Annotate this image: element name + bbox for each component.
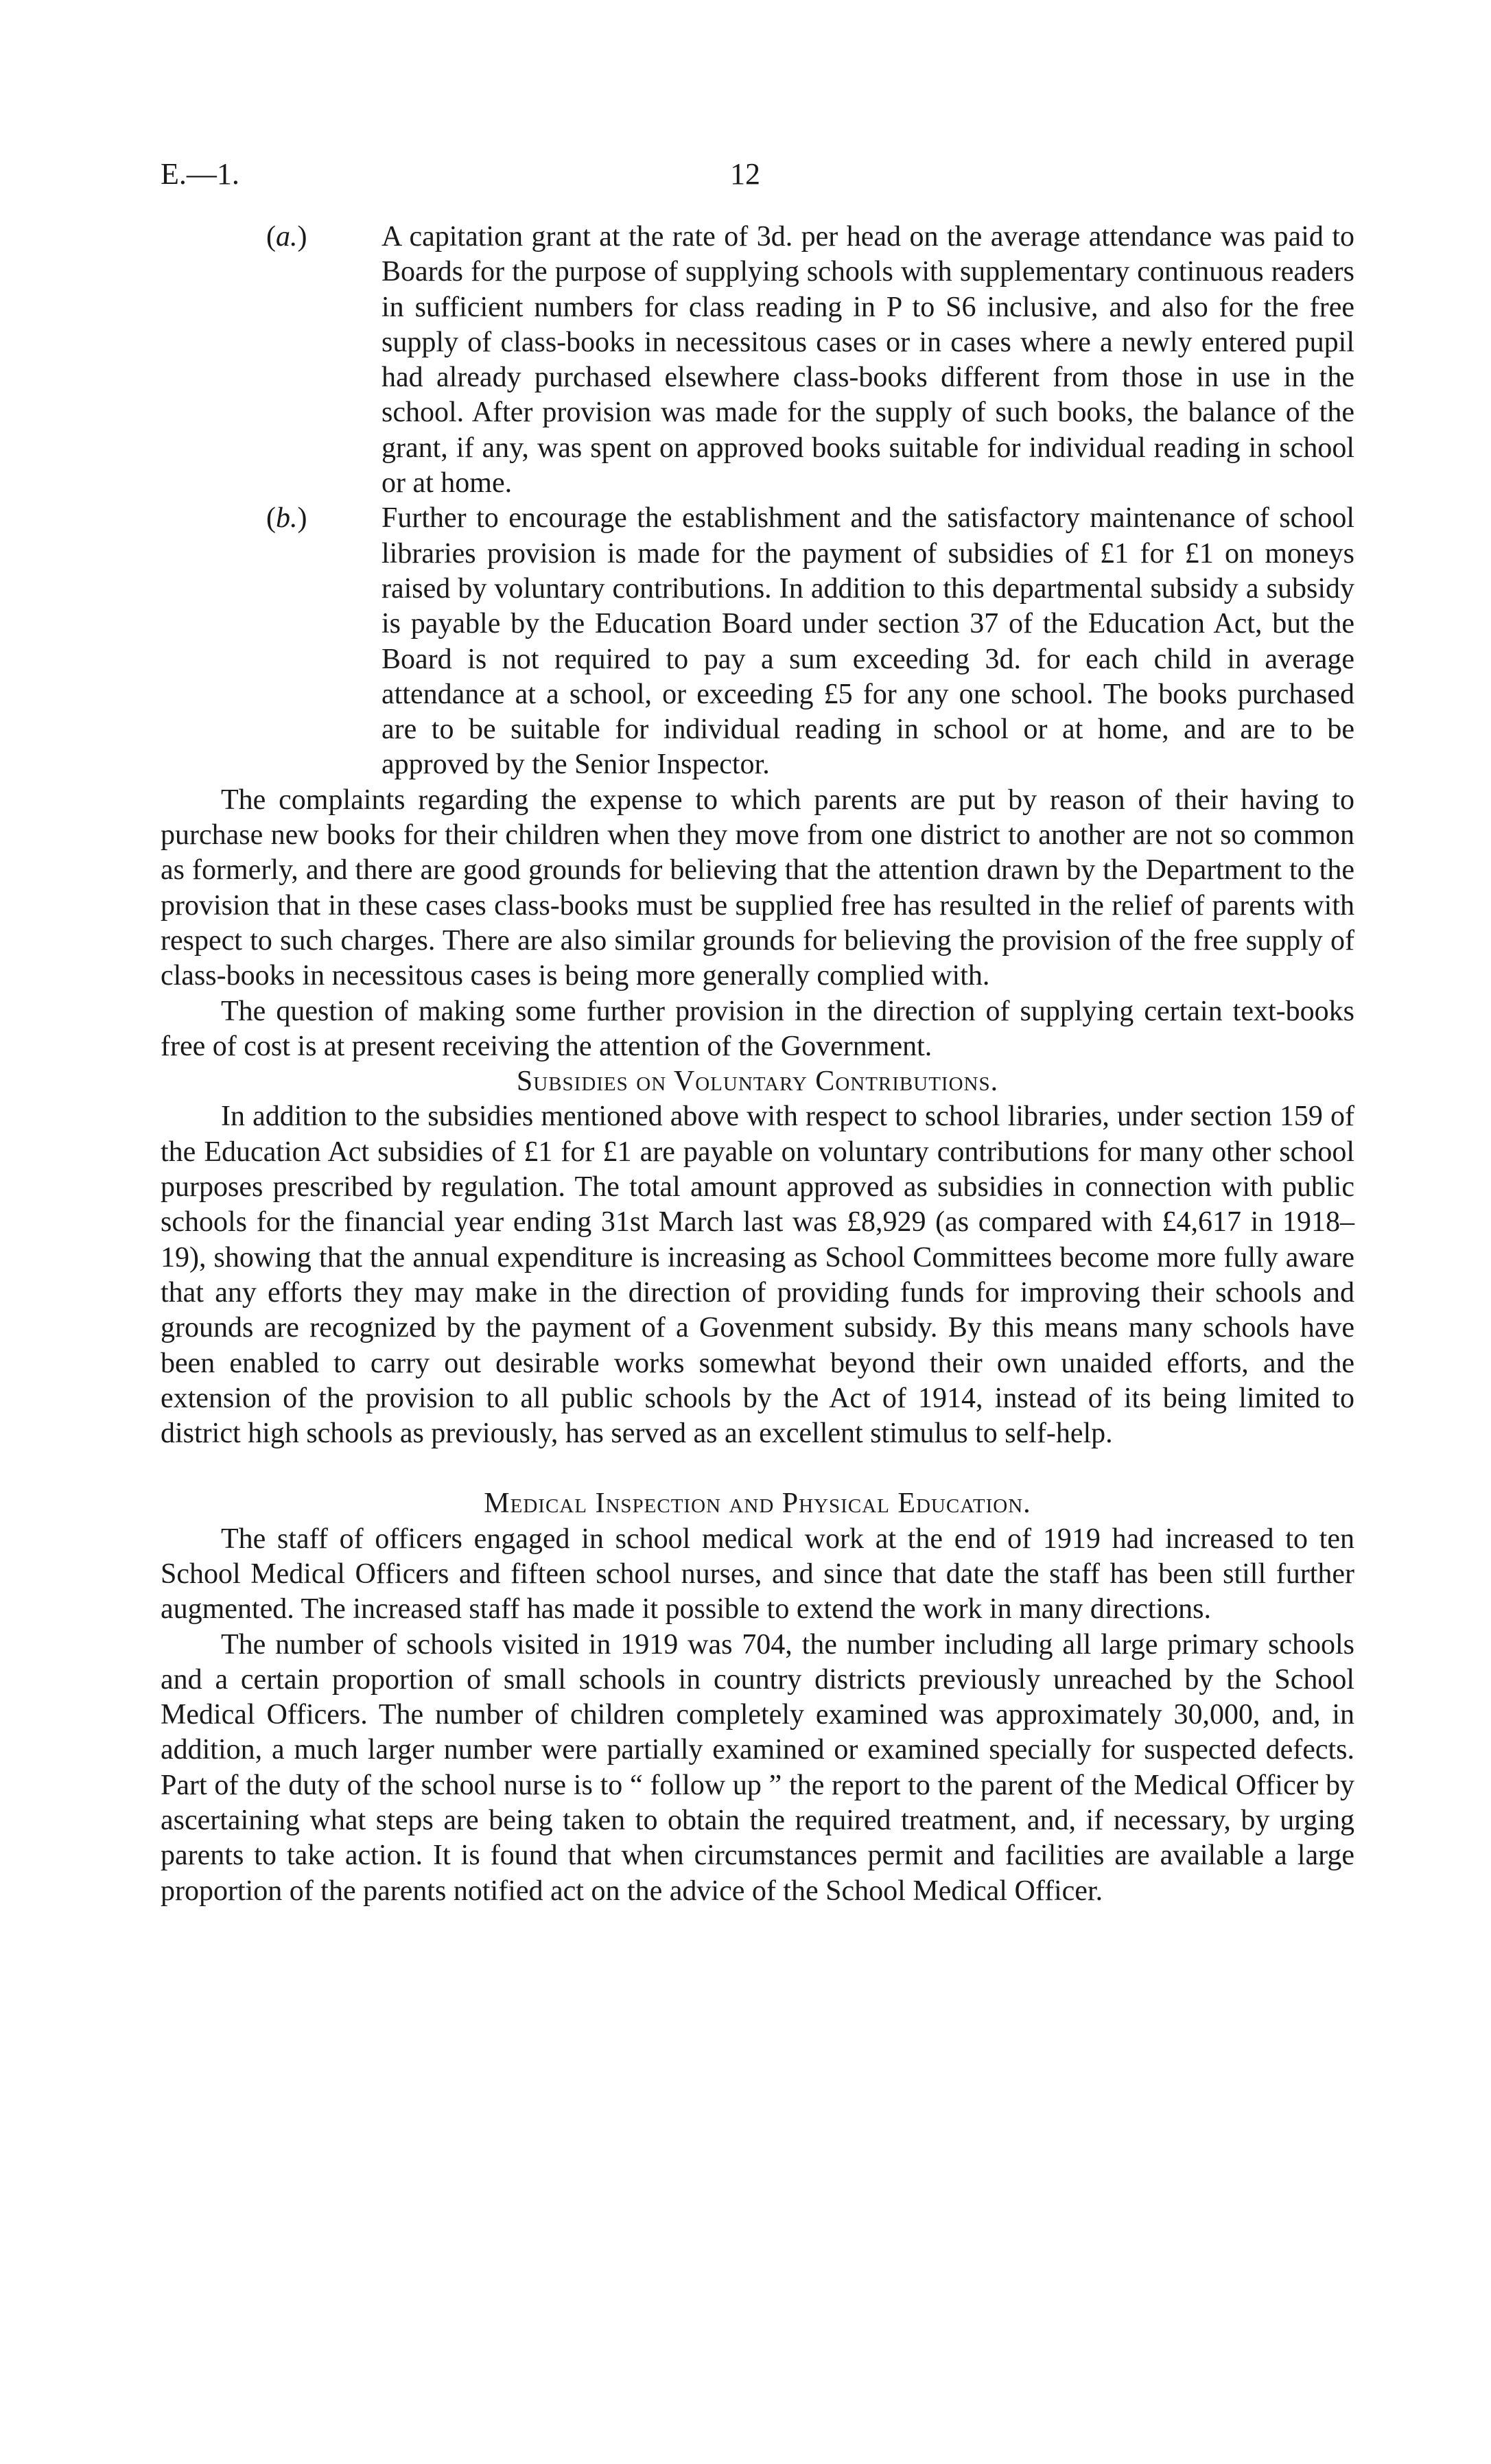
- paragraph-subsidies: In addition to the subsidies mentioned above with respect to school libraries, under section 159 of the Education Act subsidies of £1 for £1 are payable on voluntary contributions for many other school purposes prescribed by regulation. The total amount approved as subsidies in connection with public schools for the financial year ending 31st March last was £8,929 (as compared with £4,617 in 1918–19), showing that the annual expenditure is increasing as School Committees become more fully aware that any efforts they may make in the direction of providing funds for improving their schools and grounds are recognized by the payment of a Govenment subsidy. By this means many schools have been enabled to carry out desirable works somewhat beyond their own unaided efforts, and the extension of the provision to all public schools by the Act of 1914, instead of its being limited to district high schools as previously, has served as an excellent stimulus to self-help.: [161, 1101, 1354, 1450]
- paragraph-medical-staff: The staff of officers engaged in school medical work at the end of 1919 had increased to ten School Medical Officers and fifteen school nurses, and since that date the staff has been still further augmented. The increased staff has made it possible to extend the work in many directions.: [161, 1523, 1354, 1626]
- list-item-b: [266, 501, 1354, 782]
- list-item-label: (a.): [266, 221, 307, 253]
- list-item-a: [266, 220, 1354, 501]
- paragraph-class-book-complaints: The complaints regarding the expense to which parents are put by reason of their having to purchase new books for their children when they move from one district to another are not so common as formerly, and there are good grounds for believing that the attention drawn by the Department to the provision that in these cases class-books must be supplied free has resulted in the relief of parents with respect to such charges. There are also similar grounds for believing the provision of the free supply of class-books in necessitous cases is being more generally complied with.: [161, 784, 1354, 992]
- paragraph-free-text-books: The question of making some further provision in the direction of supplying certain text-books free of cost is at present receiving the attention of the Government.: [161, 995, 1354, 1062]
- list-item-text: A capitation grant at the rate of 3d. per head on the average attendance was paid to Boards for the purpose of supplying schools with supplementary continuous readers in sufficient numbers for class reading in P to S6 inclusive, and also for the free supply of class-books in necessitous cases or in cases where a newly entered pupil had already purchased elsewhere class-books different from those in use in the school. After provision was made for the supply of such books, the balance of the grant, if any, was spent on approved books suitable for individual reading in school or at home.: [381, 221, 1354, 500]
- section-heading-medical: Medical Inspection and Physical Education.: [484, 1488, 1031, 1520]
- document-body: [161, 220, 1354, 1909]
- section-heading-subsidies: Subsidies on Voluntary Contributions.: [516, 1066, 999, 1098]
- page-number: 12: [730, 157, 760, 191]
- list-item-label: (b.): [266, 502, 307, 535]
- list-item-text: Further to encourage the establishment and the satisfactory maintenance of school libraries provision is made for the payment of subsidies of £1 for £1 on moneys raised by voluntary contributions. In addition to this departmental subsidy a subsidy is payable by the Education Board under section 37 of the Education Act, but the Board is not required to pay a sum exceeding 3d. for each child in average attendance at a school, or exceeding £5 for any one school. The books purchased are to be suitable for individual reading in school or at home, and are to be approved by the Senior Inspector.: [381, 502, 1354, 781]
- document-reference: E.—1.: [161, 157, 239, 191]
- paragraph-medical-schools: The number of schools visited in 1919 was 704, the number including all large primary schools and a certain proportion of small schools in country districts previously unreached by the School Medical Officers. The number of children completely examined was approximately 30,000, and, in addition, a much larger number were partially examined or examined specially for suspected defects. Part of the duty of the school nurse is to “ follow up ” the report to the parent of the Medical Officer by ascertaining what steps are being taken to obtain the required treatment, and, if necessary, by urging parents to take action. It is found that when circumstances permit and facilities are available a large proportion of the parents notified act on the advice of the School Medical Officer.: [161, 1628, 1354, 1907]
- page-header: [161, 156, 1354, 198]
